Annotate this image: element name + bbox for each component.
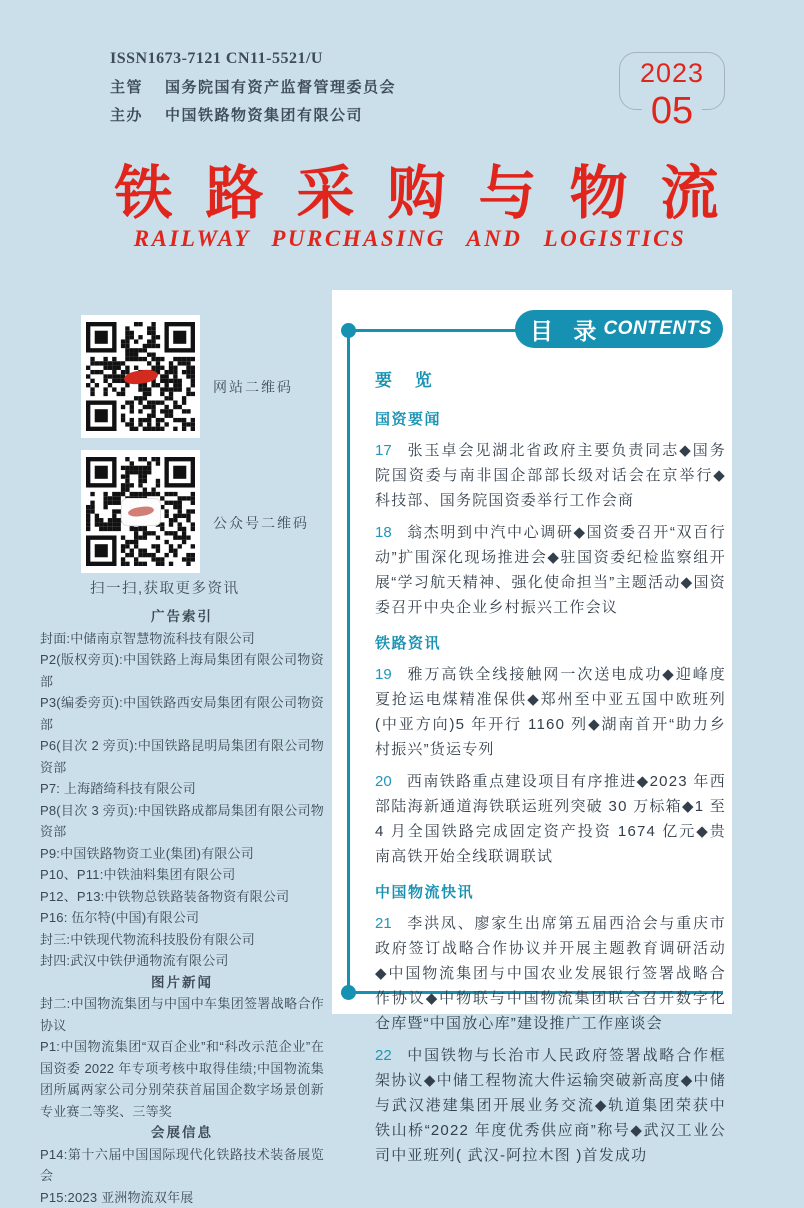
sidebar-index-item: P12、P13:中铁物总铁路装备物资有限公司 bbox=[40, 886, 324, 908]
website-qr-code bbox=[81, 315, 200, 438]
contents-badge-cn: 目 录 bbox=[530, 313, 603, 346]
issn-line: ISSN1673-7121 CN11-5521/U bbox=[110, 50, 396, 68]
toc-section-heading: 国资要闻 bbox=[375, 408, 726, 429]
sidebar-group-title: 会展信息 bbox=[40, 1122, 324, 1144]
table-of-contents bbox=[375, 366, 726, 1175]
toc-page-number: 20 bbox=[375, 773, 392, 790]
toc-entry-text: 雅万高铁全线接触网一次送电成功◆迎峰度夏抢运电煤精准保供◆郑州至中亚五国中欧班列(中亚方向)5 年开行 1160 列◆湖南首开“助力乡村振兴”货运专列 bbox=[375, 666, 726, 758]
organizer-line bbox=[110, 104, 396, 125]
sidebar-index-item: 封四:武汉中铁伊通物流有限公司 bbox=[40, 950, 324, 972]
sidebar-index-item: P9:中国铁路物资工业(集团)有限公司 bbox=[40, 843, 324, 865]
toc-entry bbox=[375, 769, 726, 869]
issue-number: 05 bbox=[642, 92, 702, 130]
decorative-line bbox=[347, 330, 350, 992]
website-qr-label: 网站二维码 bbox=[213, 377, 293, 397]
magazine-title: 铁路采购与物流 bbox=[31, 146, 804, 230]
sidebar-index-item: P10、P11:中铁油料集团有限公司 bbox=[40, 864, 324, 886]
sidebar-index-item: P14:第十六届中国国际现代化铁路技术装备展览会 bbox=[40, 1144, 324, 1187]
publication-info bbox=[110, 50, 396, 132]
toc-entry-text: 张玉卓会见湖北省政府主要负责同志◆国务院国资委与南非国企部部长级对话会在京举行◆科技部、国务院国资委举行工作会商 bbox=[375, 442, 726, 509]
toc-page-number: 19 bbox=[375, 666, 392, 683]
sidebar-index-item: 封面:中储南京智慧物流科技有限公司 bbox=[40, 628, 324, 650]
supervisor-line bbox=[110, 76, 396, 97]
sidebar-group-title: 图片新闻 bbox=[40, 972, 324, 994]
sidebar-index-item: P3(编委旁页):中国铁路西安局集团有限公司物资部 bbox=[40, 692, 324, 735]
contents-panel bbox=[332, 290, 732, 1014]
supervisor-value: 国务院国有资产监督管理委员会 bbox=[165, 79, 396, 96]
toc-page-number: 17 bbox=[375, 442, 392, 459]
toc-entry bbox=[375, 520, 726, 620]
toc-entry bbox=[375, 1043, 726, 1168]
toc-entry-text: 西南铁路重点建设项目有序推进◆2023 年西部陆海新通道海铁联运班列突破 30 万标箱◆1 至 4 月全国铁路完成固定资产投资 1674 亿元◆贵南高铁开始全线联调联试 bbox=[375, 773, 726, 865]
index-sidebar bbox=[40, 606, 324, 1208]
sidebar-index-item: P6(目次 2 旁页):中国铁路昆明局集团有限公司物资部 bbox=[40, 735, 324, 778]
sidebar-index-item: 封三:中铁现代物流科技股份有限公司 bbox=[40, 929, 324, 951]
toc-entry bbox=[375, 662, 726, 762]
sidebar-index-item: P7: 上海踏绮科技有限公司 bbox=[40, 778, 324, 800]
organizer-value: 中国铁路物资集团有限公司 bbox=[165, 107, 363, 124]
toc-entry bbox=[375, 438, 726, 513]
sidebar-index-item: P16: 伍尔特(中国)有限公司 bbox=[40, 907, 324, 929]
sidebar-index-item: P1:中国物流集团“双百企业”和“科改示范企业”在国资委 2022 年专项考核中取得佳绩;中国物流集团所属两家公司分别荣获首届国企数字场景创新专业赛二等奖、三等奖 bbox=[40, 1036, 324, 1122]
toc-section-heading: 铁路资讯 bbox=[375, 632, 726, 653]
toc-entry bbox=[375, 911, 726, 1036]
issue-year: 2023 bbox=[620, 58, 724, 89]
toc-page-number: 21 bbox=[375, 915, 392, 932]
sidebar-index-item: P8(目次 3 旁页):中国铁路成都局集团有限公司物资部 bbox=[40, 800, 324, 843]
supervisor-label: 主管 bbox=[110, 76, 143, 97]
contents-badge-en: CONTENTS bbox=[603, 318, 712, 340]
toc-entry-text: 李洪凤、廖家生出席第五届西洽会与重庆市政府签订战略合作协议并开展主题教育调研活动◆中国物流集团与中国农业发展银行签署战略合作协议◆中物联与中国物流集团联合召开数字化仓库暨“中国放心库”建设推广工作座谈会 bbox=[375, 915, 726, 1032]
sidebar-index-item: P15:2023 亚洲物流双年展 bbox=[40, 1187, 324, 1208]
sidebar-index-item: P2(版权旁页):中国铁路上海局集团有限公司物资部 bbox=[40, 649, 324, 692]
organizer-label: 主办 bbox=[110, 104, 143, 125]
toc-entry-text: 翁杰明到中汽中心调研◆国资委召开“双百行动”扩围深化现场推进会◆驻国资委纪检监察组开展“学习航天精神、强化使命担当”主题活动◆国资委召开中央企业乡村振兴工作会议 bbox=[375, 524, 726, 616]
wechat-qr-code bbox=[81, 450, 200, 573]
wechat-qr-label: 公众号二维码 bbox=[213, 513, 309, 533]
issue-badge bbox=[619, 52, 725, 110]
toc-entry-text: 中国铁物与长治市人民政府签署战略合作框架协议◆中储工程物流大件运输突破新高度◆中储与武汉港建集团开展业务交流◆轨道集团荣获中铁山桥“2022 年度优秀供应商”称号◆武汉工业公司中亚班列( 武汉-阿拉木图 )首发成功 bbox=[375, 1047, 726, 1164]
qr-center-logo-icon bbox=[122, 499, 160, 525]
magazine-title-english: RAILWAY PURCHASING AND LOGISTICS bbox=[8, 226, 804, 252]
scan-hint: 扫一扫,获取更多资讯 bbox=[90, 577, 240, 598]
sidebar-group-title: 广告索引 bbox=[40, 606, 324, 628]
toc-page-number: 22 bbox=[375, 1047, 392, 1064]
toc-overview: 要 览 bbox=[375, 366, 726, 391]
contents-badge bbox=[515, 310, 723, 348]
sidebar-index-item: 封二:中国物流集团与中国中车集团签署战略合作协议 bbox=[40, 993, 324, 1036]
toc-page-number: 18 bbox=[375, 524, 392, 541]
decorative-line bbox=[348, 329, 516, 332]
toc-section-heading: 中国物流快讯 bbox=[375, 881, 726, 902]
